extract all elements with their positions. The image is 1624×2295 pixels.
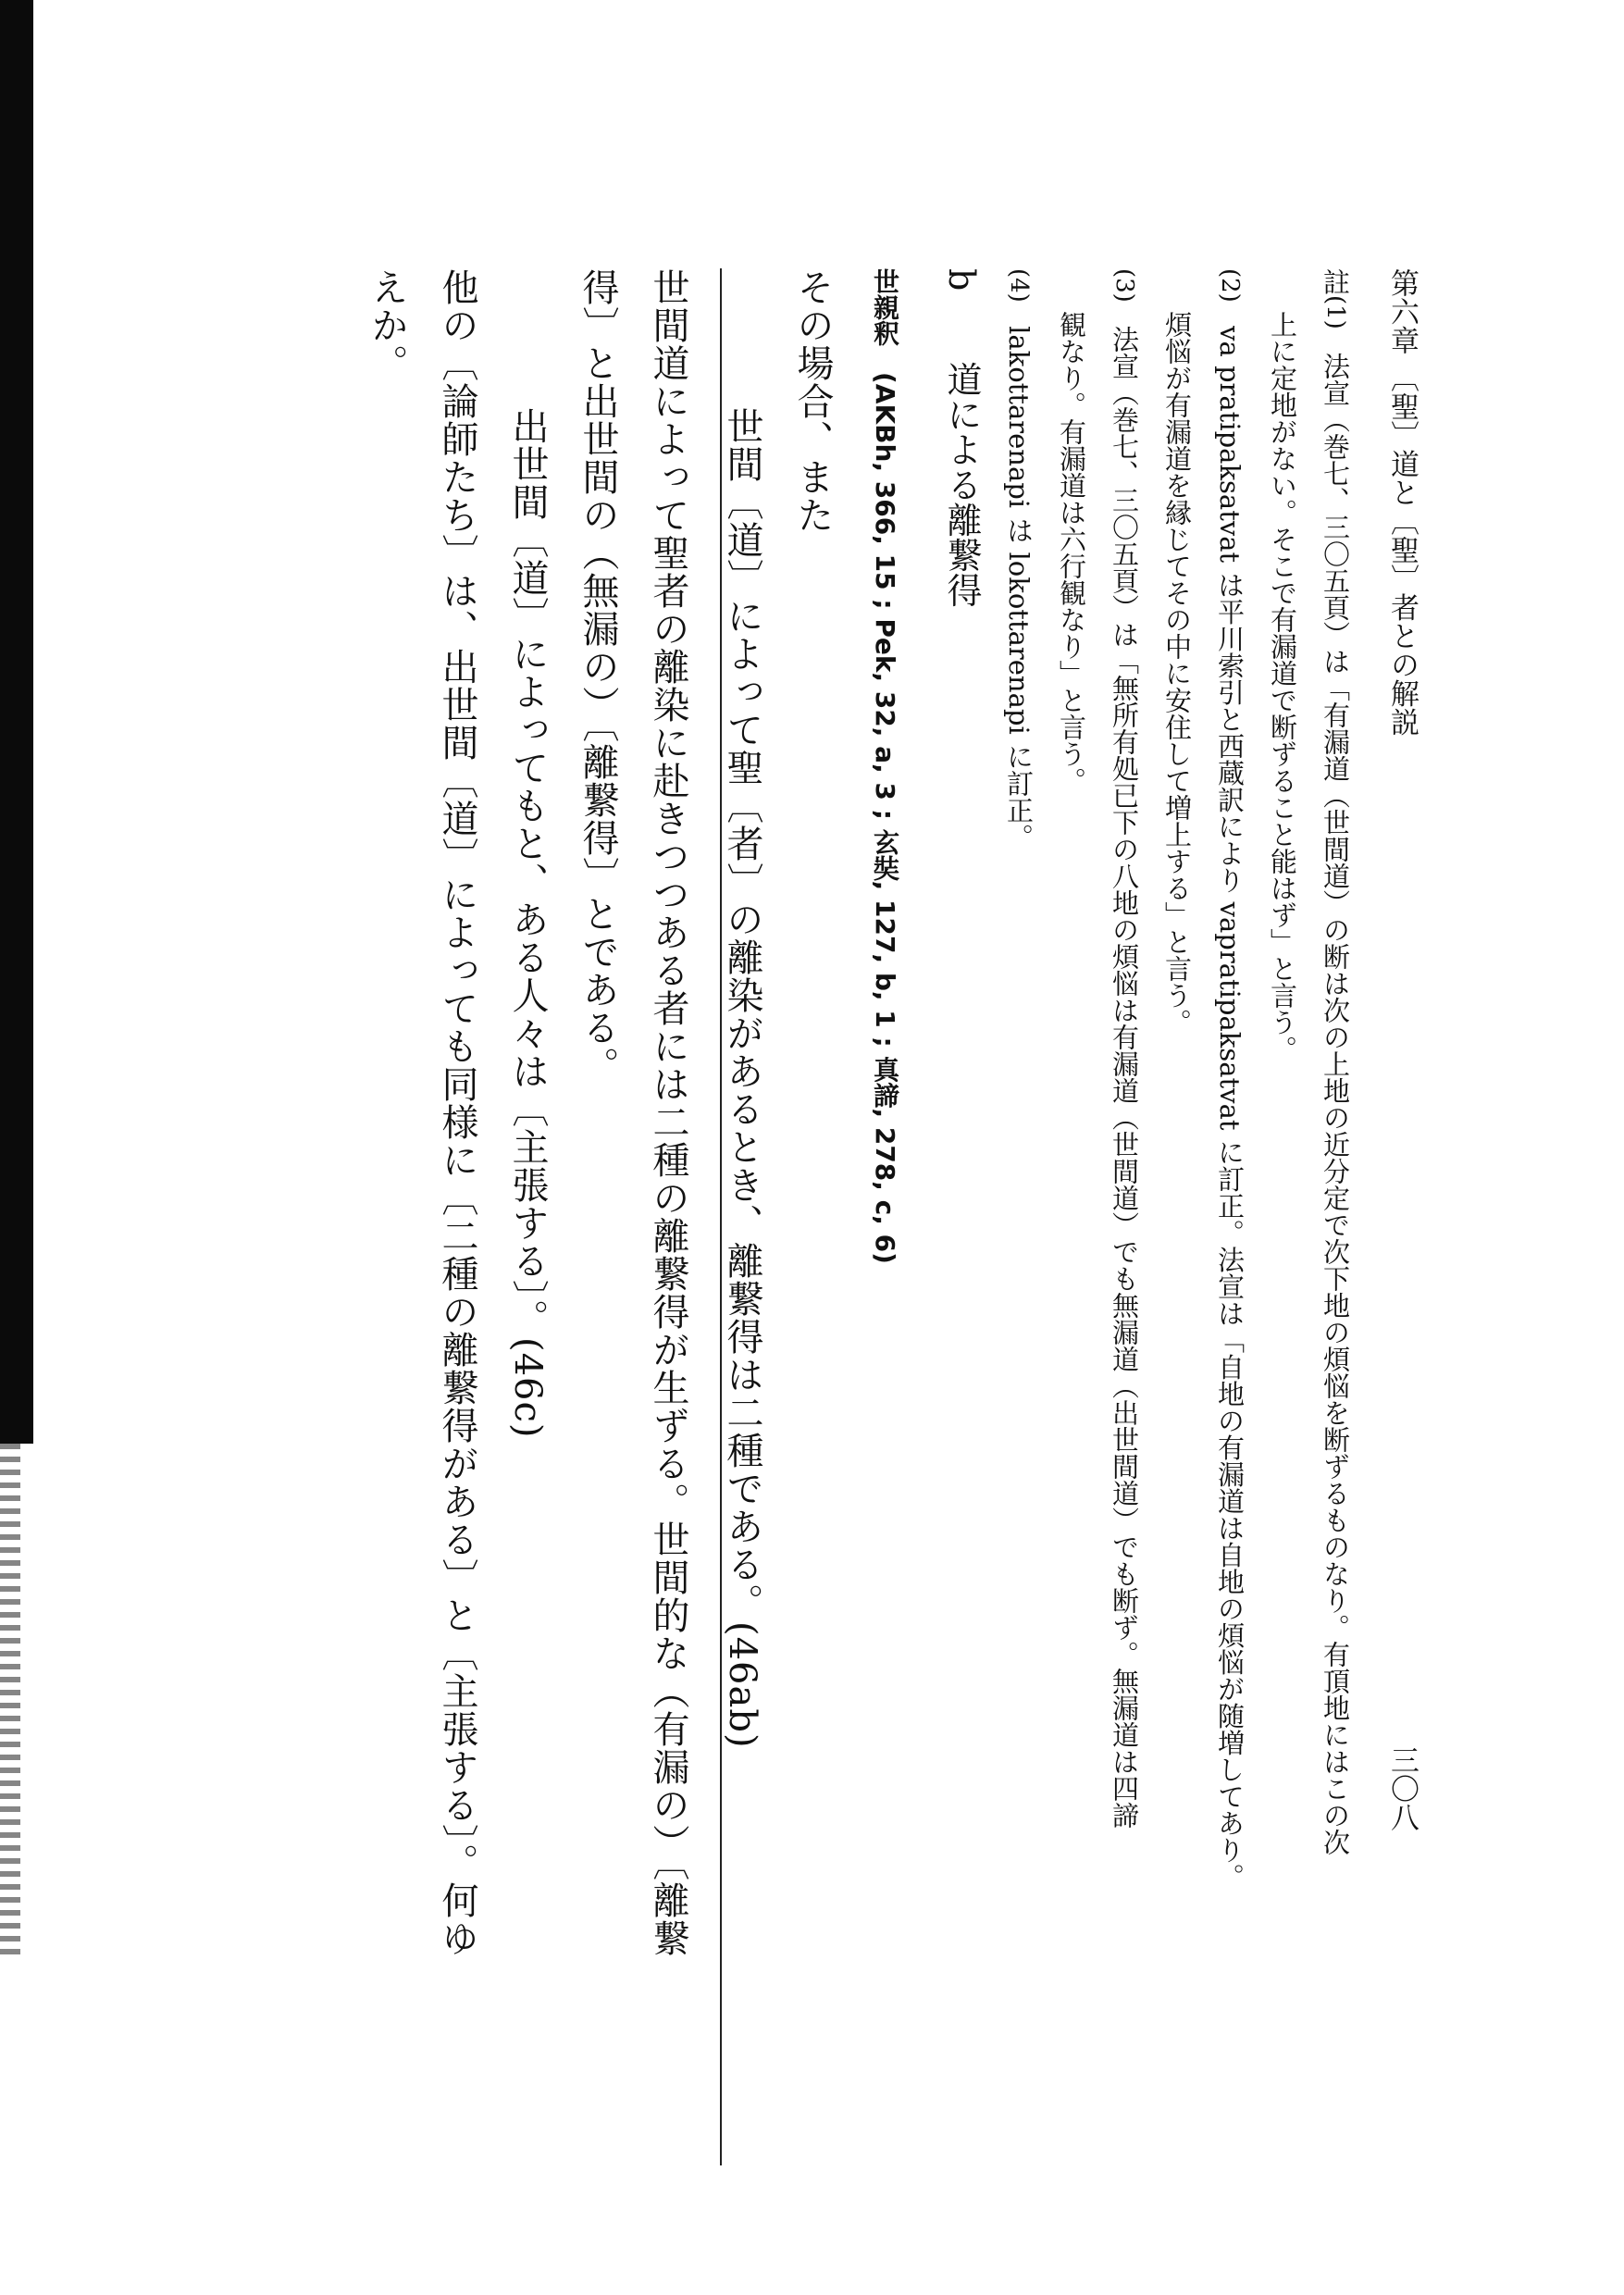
note-3-number: (3)	[1110, 268, 1138, 303]
section-title: 道による離繋得	[941, 361, 982, 608]
note-3	[1109, 268, 1140, 2165]
section-heading	[941, 268, 982, 2165]
body-paragraph-2b: 得〕と出世間の（無漏の）〔離繋得〕とである。	[576, 268, 619, 1085]
chapter-title: 第六章 〔聖〕道と〔聖〕者との解説	[1385, 268, 1419, 737]
verse-46c: 出世間〔道〕によってもと、ある人々は〔主張する〕。(46c)	[506, 407, 549, 1439]
note-4-text: lakottarenapi は lokottarenapi に訂正。	[1003, 326, 1035, 850]
note-2-continued: 煩悩が有漏道を縁じてその中に安住して増上する」と言う。	[1161, 311, 1193, 1036]
note-1-number: (1)	[1321, 295, 1349, 329]
verse-46ab: 世間〔道〕によって聖〔者〕の離染があるとき、離繋得は二種である。(46ab)	[720, 268, 761, 2165]
note-2-text: va pratipaksatvat は平川索引と西蔵訳により vapratipaksatvat に訂正。法宣は「自地の有漏道は自地の煩悩が随増してあり。	[1214, 326, 1246, 1891]
body-paragraph-2a: 世間道によって聖者の離染に赴きつつある者には二種の離繋得が生ずる。世間的な（有漏の）〔離繋	[647, 268, 689, 1957]
note-3-text: 法宣（巻七、三〇五頁）は「無所有処已下の八地の煩悩は有漏道（世間道）でも無漏道（出世間道）でも断ず。無漏道は四諦	[1109, 326, 1140, 1830]
note-4-number: (4)	[1005, 268, 1033, 303]
section-mark: b	[941, 268, 982, 292]
page-number: 三〇八	[1385, 1744, 1419, 1831]
notes-label: 註	[1320, 268, 1351, 295]
note-2-number: (2)	[1216, 268, 1244, 303]
vertical-text-page	[213, 268, 1419, 2165]
body-paragraph-1: その場合、また	[791, 268, 834, 534]
note-1-text: 法宣（巻七、三〇五頁）は「有漏道（世間道）の断は次の上地の近分定で次下地の煩悩を断ずるものなり。有頂地にはこの次	[1320, 353, 1351, 1856]
scan-edge-noise	[0, 1444, 20, 1962]
note-3-continued: 観なり。有漏道は六行観なり」と言う。	[1056, 311, 1087, 794]
running-header	[1385, 268, 1419, 2165]
note-1	[1320, 268, 1351, 2165]
note-2	[1214, 268, 1246, 2165]
body-paragraph-3a: 他の〔論師たち〕は、出世間〔道〕によっても同様に〔二種の離繋得がある〕と〔主張する〕。何ゆ	[436, 268, 478, 1957]
source-citation: 世親釈 (AKBh, 366, 15 ; Pek, 32, a, 3 ; 玄奘, 127, b, 1 ; 真諦, 278, c, 6)	[870, 268, 900, 1264]
note-4	[1003, 268, 1035, 2165]
note-1-continued: 上に定地がない。そこで有漏道で断ずること能はず」と言う。	[1267, 311, 1298, 1062]
body-paragraph-3b: えか。	[366, 268, 408, 382]
scan-edge-shadow	[0, 0, 33, 1444]
